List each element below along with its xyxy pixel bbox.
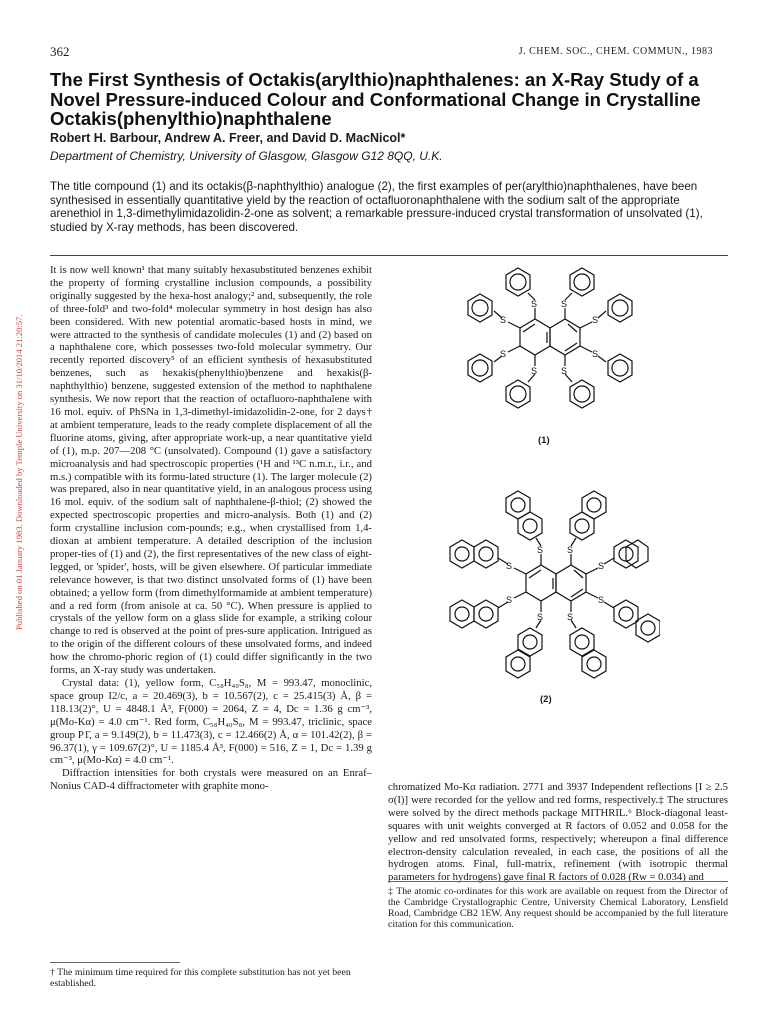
sulfur-label: S <box>500 349 507 359</box>
download-watermark-text: Published on 01 January 1983. Downloaded by Temple University on 31/10/2014 21:20:57. <box>14 314 24 630</box>
sulfur-label: S <box>506 595 513 605</box>
page-number: 362 <box>50 44 70 59</box>
structure-2-figure <box>448 490 660 688</box>
footnote-dagger: † The minimum time required for this complete substitution has not yet been established. <box>50 967 351 989</box>
sulfur-label: S <box>598 561 605 571</box>
footnote-double-dagger: ‡ The atomic co-ordinates for this work are available on request from the Director of the Cambridge Crystallographic Centre, University Chemical Laboratory, Lensfield Road, Cambridge CB2 1EW. Any request should be accompanied by the full literature citation for this communication. <box>388 886 728 930</box>
sulfur-label: S <box>561 366 568 376</box>
sulfur-label: S <box>537 612 544 622</box>
left-column <box>50 264 372 793</box>
right-column-text: chromatized Mo-Kα radiation. 2771 and 3937 Independent reflections [I ≥ 2.5 σ(I)] were recorded for the yellow and red forms, respectively.‡ The structures were solved by the direct methods package MITHRIL.⁶ Block-diagonal least-squares with unit weights converged at R factors of 0.052 and 0.058 for the yellow and red unsolvated forms, respectively; whereupon a final difference electron-density calculation revealed, in each case, the positions of all the hydrogen atoms. Final, full-matrix, refinement (with isotropic thermal parameters for hydrogens) gave final R factors of 0.028 (Rw = 0.034) and <box>388 781 728 884</box>
body-paragraph-3: Diffraction intensities for both crystals were measured on an Enraf–Nonius CAD-4 diffractometer with graphite mono- <box>50 767 372 793</box>
structure-1-label: (1) <box>538 435 550 446</box>
structure-1-figure <box>458 266 638 426</box>
footnote-divider-right <box>388 881 728 882</box>
sulfur-label: S <box>531 366 538 376</box>
article-title: The First Synthesis of Octakis(arylthio)naphthalenes: an X-Ray Study of a Novel Pressure-induced Colour and Conformational Change in Crystalline Octakis(phenylthio)naphthalene <box>50 69 701 129</box>
article-abstract: The title compound (1) and its octakis(β-naphthylthio) analogue (2), the first examples of per(arylthio)naphthalenes, have been synthesised in essentially quantitative yield by the reaction of octafluoronaphthalene with the sodium salt of the appropriate arenethiol in 1,3-dimethylimidazolidin-2-one as solvent; a remarkable pressure-induced crystal transformation of unsolvated (1), studied by X-ray methods, has been discovered. <box>50 180 703 234</box>
download-watermark <box>2 230 24 630</box>
sulfur-label: S <box>537 545 544 555</box>
sulfur-label: S <box>592 315 599 325</box>
article-affiliation: Department of Chemistry, University of Glasgow, Glasgow G12 8QQ, U.K. <box>50 149 443 163</box>
footnote-divider-left <box>50 962 180 963</box>
sulfur-label: S <box>506 561 513 571</box>
journal-header: J. CHEM. SOC., CHEM. COMMUN., 1983 <box>518 46 713 57</box>
structure-2-label: (2) <box>540 694 552 705</box>
sulfur-label: S <box>561 299 568 309</box>
body-paragraph-2: Crystal data: (1), yellow form, C₅₈H₄₀S₈, M = 993.47, monoclinic, space group I2/c, a = 20.469(3), b = 10.567(2), c = 25.415(3) Å, β = 118.13(2)°, U = 4848.1 Å³, F(000) = 2064, Z = 4, Dc = 1.36 g cm⁻³, μ(Mo-Kα) = 4.0 cm⁻¹. Red form, C₅₈H₄₀S₈, M = 993.47, triclinic, space group P1̄, a = 9.149(2), b = 11.473(3), c = 12.466(2) Å, α = 101.42(2), β = 96.37(1), γ = 109.67(2)°, U = 1185.4 Å³, F(000) = 516, Z = 1, Dc = 1.39 g cm⁻³, μ(Mo-Kα) = 4.0 cm⁻¹. <box>50 677 372 767</box>
sulfur-label: S <box>531 299 538 309</box>
sulfur-label: S <box>592 349 599 359</box>
article-authors: Robert H. Barbour, Andrew A. Freer, and David D. MacNicol* <box>50 131 406 145</box>
sulfur-label: S <box>500 315 507 325</box>
body-paragraph-1: It is now well known¹ that many suitably hexasubstituted benzenes exhibit the property of forming crystalline inclusion compounds, a possibility originally suggested by the hexa-host analogy;² and, subsequently, the role of three-fold³ and two-fold⁴ molecular symmetry in host design has also been considered. With new potential aromatic-based hosts in mind, we were attracted to the synthesis of candidate molecules (1) and (2) based on a naphthalene core, which possesses two-fold molecular symmetry. Our recently reported discovery⁵ of an efficient synthesis of hexasubstituted benzenes, such as hexakis(phenylthio)benzene and hexakis(β-naphthylthio) benzene, suggested extension of the method to naphthalene synthesis. We now report that the reaction of octafluoro-naphthalene with 16 mol. equiv. of PhSNa in 1,3-dimethyl-imidazolidin-2-one, for 2 days† at ambient temperature, leads to the ready complete displacement of all the fluorine atoms, giving, after appropriate work-up, a near quantitative yield of (1), m.p. 207—208 °C (unsolvated). Compound (1) gave a satisfactory microanalysis and had spectroscopic properties (¹H and ¹³C n.m.r., i.r., and m.s.) compatible with its formu-lated structure (1). The larger molecule (2) was prepared, also in near quantitative yield, in an analogous process using 16 mol. equiv. of the sodium salt of naphthalene-β-thiol; (2) showed the expected spectroscopic properties and micro-analysis. Both (1) and (2) form crystalline inclusion com-pounds; e.g., when crystallised from 1,4-dioxan at ambient temperature. A detailed description of the inclusion proper-ties of (1) and (2), the first representatives of the new class of eight-legged, or 'spider', hosts, will be given elsewhere. Of particular immediate relevance however, is that two distinct unsolvated forms of (1) have been obtained; a yellow form (from dimethylformamide at ambient temperature) and a red form (from anisole at ca. 50 °C). When pressure is applied to crystals of the yellow form on a glass slide for example, a striking colour change to red is observed at the point of pres-sure application. Intrigued as to the origin of the different colours of these unsolvated forms, and indeed how the chromo-phoric region of (1) could differ significantly in the two forms, an X-ray study was undertaken. <box>50 264 372 677</box>
sulfur-label: S <box>567 612 574 622</box>
abstract-divider <box>50 255 728 256</box>
sulfur-label: S <box>567 545 574 555</box>
sulfur-label: S <box>598 595 605 605</box>
